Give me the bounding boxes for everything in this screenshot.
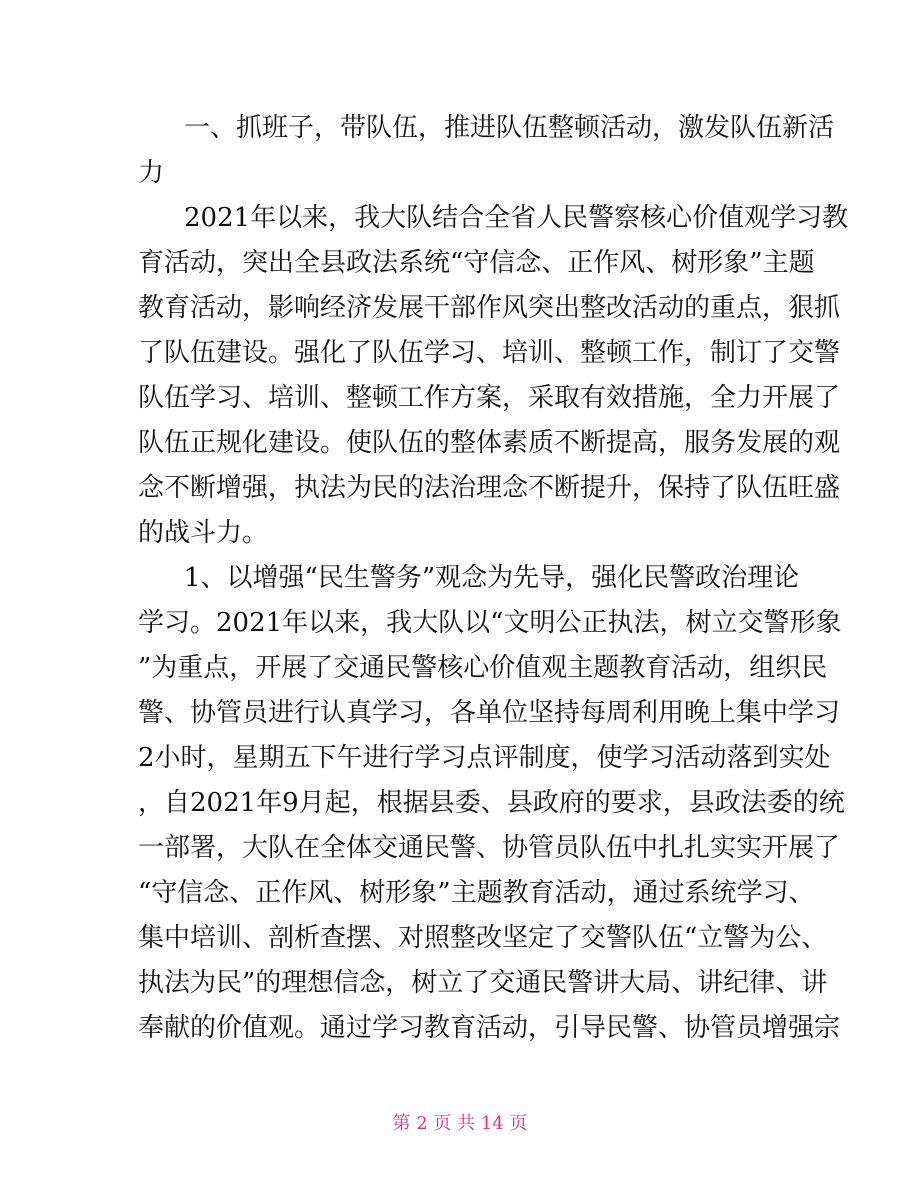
heading-line-2: 力 xyxy=(138,158,165,188)
paragraph-line: ”为重点，开展了交通民警核心价值观主题教育活动，组织民 xyxy=(138,653,828,683)
paragraph-line: ，自2021年9月起，根据县委、县政府的要求，县政法委的统 xyxy=(138,788,845,818)
paragraph-line: 集中培训、剖析查摆、对照整改坚定了交警队伍“立警为公、 xyxy=(138,923,828,953)
paragraph-line: 警、协管员进行认真学习，各单位坚持每周利用晚上集中学习 xyxy=(138,698,841,728)
paragraph-line: 2021年以来，我大队结合全省人民警察核心价值观学习教 xyxy=(184,203,849,233)
heading-line-1: 一、抓班子，带队伍，推进队伍整顿活动，激发队伍新活 xyxy=(184,113,835,143)
paragraph-line: 育活动，突出全县政法系统“守信念、正作风、树形象”主题 xyxy=(138,248,815,278)
paragraph-line: 教育活动，影响经济发展干部作风突出整改活动的重点，狠抓 xyxy=(138,293,841,323)
paragraph-line: 了队伍建设。强化了队伍学习、培训、整顿工作，制订了交警 xyxy=(138,338,841,368)
paragraph-line: 1、以增强“民生警务”观念为先导，强化民警政治理论 xyxy=(184,563,800,593)
paragraph-line: 2小时，星期五下午进行学习点评制度，使学习活动落到实处 xyxy=(138,743,831,773)
paragraph-line: 奉献的价值观。通过学习教育活动，引导民警、协管员增强宗 xyxy=(138,1013,841,1043)
paragraph-line: 队伍正规化建设。使队伍的整体素质不断提高，服务发展的观 xyxy=(138,428,841,458)
page-number-footer: 第 2 页 共 14 页 xyxy=(392,1113,528,1134)
paragraph-line: 的战斗力。 xyxy=(138,518,269,548)
paragraph-line: 念不断增强，执法为民的法治理念不断提升，保持了队伍旺盛 xyxy=(138,473,841,503)
paragraph-line: 队伍学习、培训、整顿工作方案，采取有效措施，全力开展了 xyxy=(138,383,841,413)
paragraph-line: 执法为民”的理想信念，树立了交通民警讲大局、讲纪律、讲 xyxy=(138,968,828,998)
paragraph-line: 学习。2021年以来，我大队以“文明公正执法，树立交警形象 xyxy=(138,608,842,638)
paragraph-line: “守信念、正作风、树形象”主题教育活动，通过系统学习、 xyxy=(138,878,815,908)
paragraph-line: 一部署，大队在全体交通民警、协管员队伍中扎扎实实开展了 xyxy=(138,833,841,863)
